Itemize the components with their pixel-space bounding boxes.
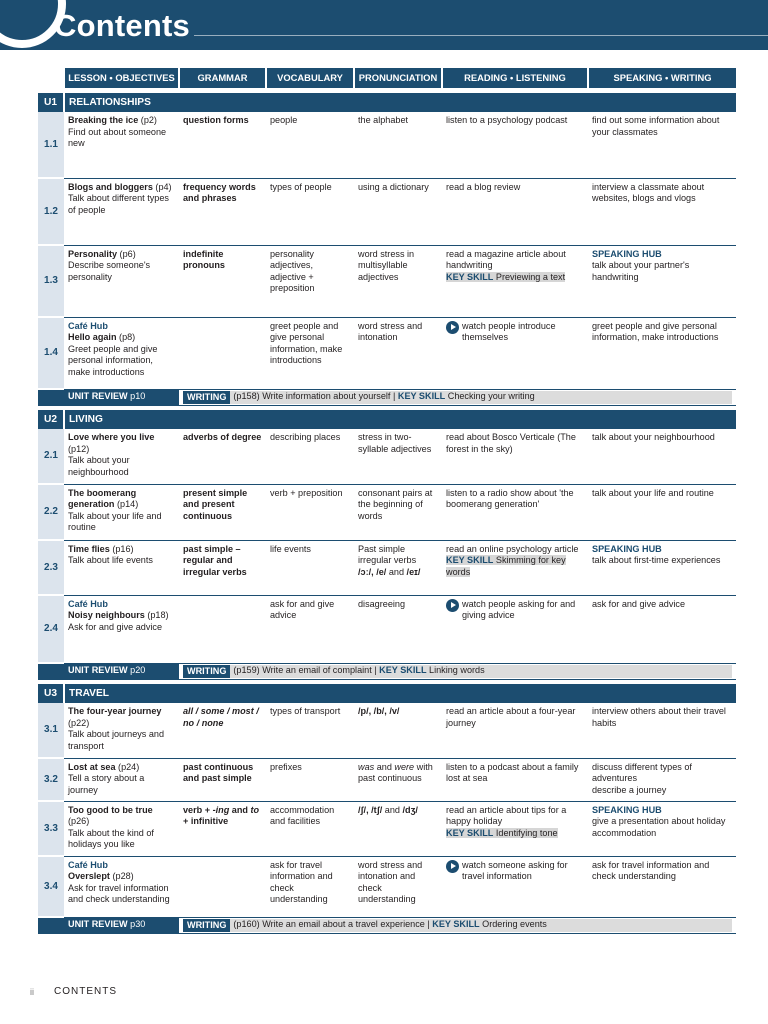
key-skill-label: KEY SKILL [379,665,427,676]
vocabulary-cell: types of transport [266,703,354,758]
lesson-objective: Talk about your neighbourhood [68,455,130,477]
writing-cell [179,663,736,679]
lesson-page: (p4) [152,181,172,192]
lesson-objective-cell [64,112,179,178]
footer-label: CONTENTS [54,986,117,997]
grammar-cell [179,856,266,917]
speaking-text-2: describe a journey [592,784,667,795]
lesson-objective: Talk about the kind of holidays you like [68,827,154,850]
page-number: ii [30,987,34,997]
lesson-objective-cell [64,540,179,595]
reading-cell [442,317,588,389]
lesson-objective: Describe someone's personality [68,260,151,282]
header-corner [38,68,64,88]
lesson-row [38,317,736,389]
phonetic-symbols: /ʃ/, /tʃ/ [358,804,383,815]
lesson-objective: Find out about someone new [68,126,167,149]
separator: | [374,665,377,676]
conjunction: and [386,566,407,577]
lesson-objective-cell [64,595,179,663]
reading-text: read an article about tips for a happy holiday [446,804,567,827]
lesson-number: 1.1 [38,112,64,178]
grammar-cell: adverbs of degree [179,429,266,484]
grammar-cell: past continuous and past simple [179,758,266,801]
reading-text: watch someone asking for travel information [462,859,568,882]
writing-text: (p160) Write an email about a travel experience [233,919,425,930]
lesson-page: (p18) [144,610,169,621]
lesson-objective-cell [64,758,179,801]
lesson-page: (p28) [109,871,134,882]
unit-code: U3 [38,684,64,703]
phonetic-symbols: /ɔː/, /e/ [358,566,387,577]
reading-text: read an online psychology article [446,543,579,554]
pron-word: was [358,761,375,772]
lesson-page: (p22) [68,717,90,728]
key-skill-label: KEY SKILL [397,391,446,402]
pronunciation-text: Past simple irregular verbs [358,543,417,566]
col-header-speaking: SPEAKING • WRITING [588,68,736,88]
speaking-text: talk about your partner's handwriting [592,260,690,282]
lesson-objective-cell [64,317,179,389]
unit-title: LIVING [64,410,736,429]
speaking-cell: find out some information about your classmates [588,112,736,178]
reading-cell: listen to a radio show about 'the boomerang generation' [442,484,588,540]
unit-review-label: UNIT REVIEW [68,919,128,930]
phonetic-symbol: /eɪ/ [406,566,421,577]
review-corner [38,389,64,405]
vocabulary-cell: ask for and give advice [266,595,354,663]
lesson-row [38,595,736,663]
lesson-objective-cell [64,703,179,758]
lesson-number: 2.1 [38,429,64,484]
pronunciation-cell: stress in two-syllable adjectives [354,429,442,484]
reading-text: watch people asking for and giving advice [462,598,576,621]
grammar-cell: past simple – regular and irregular verbs [179,540,266,595]
lesson-objective: Talk about different types of people [68,193,169,215]
pronunciation-cell: word stress and intonation and check understanding [354,856,442,917]
pronunciation-text: with past continuous [358,761,433,784]
key-skill-text: Skimming for key words [446,555,566,577]
lesson-title: Hello again [68,332,117,343]
page-header [0,0,768,50]
unit-review-label: UNIT REVIEW [68,665,128,676]
lesson-page: (p26) [68,816,90,827]
reading-cell [442,856,588,917]
pronunciation-cell: /p/, /b/, /v/ [354,703,442,758]
reading-cell: read about Bosco Verticale (The forest in the sky) [442,429,588,484]
header-rule [194,35,768,36]
review-corner [38,917,64,933]
reading-cell: read a blog review [442,178,588,245]
lesson-title: Lost at sea [68,761,116,772]
play-video-icon[interactable] [446,599,459,612]
vocabulary-cell: describing places [266,429,354,484]
lesson-objective-cell [64,178,179,245]
reading-cell: listen to a podcast about a family lost at sea [442,758,588,801]
speaking-cell [588,801,736,856]
pronunciation-cell: consonant pairs at the beginning of words [354,484,442,540]
grammar-cell: all / some / most / no / none [179,703,266,758]
unit-header [38,684,736,703]
grammar-cell [179,317,266,389]
speaking-text: talk about first-time experiences [592,555,721,566]
conjunction: and [382,804,403,815]
speaking-cell [588,245,736,317]
speaking-cell: talk about your neighbourhood [588,429,736,484]
lesson-title: The boomerang generation [68,487,137,510]
separator: | [427,919,430,930]
lesson-objective-cell [64,245,179,317]
unit-review-label: UNIT REVIEW [68,391,128,402]
lesson-number: 3.2 [38,758,64,801]
key-skill-label: KEY SKILL [446,271,494,282]
lesson-title: Noisy neighbours [68,610,145,621]
unit-review-cell [64,663,179,679]
grammar-part-italic: to [250,804,260,815]
review-corner [38,663,64,679]
writing-cell [179,389,736,405]
lesson-row [38,429,736,484]
lesson-number: 1.2 [38,178,64,245]
key-skill-text: Previewing a text [495,271,566,282]
reading-text: read a magazine article about handwriting [446,248,566,271]
key-skill-text: Checking your writing [447,391,535,402]
lesson-number: 1.4 [38,317,64,389]
cafe-hub-label: Café Hub [68,859,108,870]
grammar-cell: question forms [179,112,266,178]
speaking-cell: greet people and give personal information, make introductions [588,317,736,389]
grammar-cell: frequency words and phrases [179,178,266,245]
speaking-hub-label: SPEAKING HUB [592,248,662,259]
vocabulary-cell: verb + preposition [266,484,354,540]
page-title: Contents [54,8,190,43]
pronunciation-cell: word stress and intonation [354,317,442,389]
writing-label: WRITING [183,665,230,678]
lesson-number: 3.1 [38,703,64,758]
cafe-hub-label: Café Hub [68,598,108,609]
pronunciation-cell: disagreeing [354,595,442,663]
separator: | [392,391,396,402]
unit-header [38,410,736,429]
lesson-objective: Talk about your life and routine [68,510,162,533]
lesson-page: (p6) [117,248,136,259]
reading-cell: listen to a psychology podcast [442,112,588,178]
key-skill-highlight [446,828,558,838]
lesson-number: 2.4 [38,595,64,663]
col-header-pronunciation: PRONUNCIATION [354,68,442,88]
cafe-hub-label: Café Hub [68,320,108,331]
writing-text: (p159) Write an email of complaint [233,665,372,676]
lesson-objective-cell [64,801,179,856]
vocabulary-cell: personality adjectives, adjective + preposition [266,245,354,317]
pronunciation-cell [354,540,442,595]
lesson-title: Personality [68,248,118,259]
grammar-part: verb + [183,804,213,815]
pronunciation-cell: using a dictionary [354,178,442,245]
vocabulary-cell: greet people and give personal information, make introductions [266,317,354,389]
key-skill-label: KEY SKILL [446,827,494,838]
lesson-title: Breaking the ice [68,115,139,125]
unit-header [38,93,736,112]
vocabulary-cell: accommodation and facilities [266,801,354,856]
unit-review-row [38,389,736,405]
grammar-part-italic: -ing [212,804,230,815]
lesson-objective-cell [64,484,179,540]
unit-code: U2 [38,410,64,429]
lesson-row [38,801,736,856]
lesson-row [38,245,736,317]
key-skill-text: Ordering events [482,919,547,930]
vocabulary-cell: life events [266,540,354,595]
lesson-page: (p16) [109,543,134,554]
lesson-objective: Ask for travel information and check understanding [68,882,170,905]
speaking-cell: talk about your life and routine [588,484,736,540]
grammar-part: + infinitive [183,816,229,827]
play-video-icon[interactable] [446,860,459,873]
speaking-text: discuss different types of adventures [592,761,692,784]
lesson-number: 1.3 [38,245,64,317]
lesson-title: Too good to be true [68,804,153,815]
col-header-grammar: GRAMMAR [179,68,266,88]
vocabulary-cell: people [266,112,354,178]
lesson-page: (p24) [115,761,140,772]
lesson-title: Overslept [68,871,110,882]
key-skill-text: Linking words [429,665,485,676]
speaking-cell: interview others about their travel habits [588,703,736,758]
lesson-row [38,758,736,801]
reading-cell [442,801,588,856]
conjunction: and [374,761,395,772]
key-skill-highlight [446,555,566,577]
unit-review-page: p10 [130,391,146,402]
speaking-cell [588,758,736,801]
key-skill-label: KEY SKILL [432,919,480,930]
play-video-icon[interactable] [446,321,459,334]
key-skill-text: Identifying tone [495,827,558,838]
lesson-title: The four-year journey [68,706,162,716]
lesson-number: 3.4 [38,856,64,917]
speaking-cell [588,540,736,595]
lesson-row [38,703,736,758]
reading-cell: read an article about a four-year journey [442,703,588,758]
lesson-page: (p2) [138,115,157,125]
unit-title: RELATIONSHIPS [64,93,736,112]
reading-cell [442,595,588,663]
speaking-cell: interview a classmate about websites, blogs and vlogs [588,178,736,245]
lesson-number: 2.3 [38,540,64,595]
grammar-cell [179,595,266,663]
column-header-row [38,68,736,88]
lesson-objective: Talk about life events [68,555,153,566]
vocabulary-cell: types of people [266,178,354,245]
lesson-row [38,112,736,178]
key-skill-highlight [446,272,565,282]
unit-code: U1 [38,93,64,112]
grammar-cell: present simple and present continuous [179,484,266,540]
col-header-vocabulary: VOCABULARY [266,68,354,88]
pronunciation-cell: the alphabet [354,112,442,178]
lesson-number: 2.2 [38,484,64,540]
vocabulary-cell: prefixes [266,758,354,801]
lesson-number: 3.3 [38,801,64,856]
lesson-title: Time flies [68,543,110,554]
pron-word: were [394,761,415,772]
unit-review-page: p20 [130,665,146,676]
speaking-hub-label: SPEAKING HUB [592,804,662,815]
lesson-page: (p12) [68,443,90,454]
lesson-objective-cell [64,429,179,484]
lesson-page: (p14) [114,499,139,510]
lesson-page: (p8) [116,332,136,343]
speaking-cell: ask for travel information and check understanding [588,856,736,917]
grammar-part: and [229,804,251,815]
lesson-row [38,178,736,245]
unit-review-row [38,663,736,679]
pronunciation-cell: word stress in multisyllable adjectives [354,245,442,317]
lesson-title: Love where you live [68,432,155,442]
unit-title: TRAVEL [64,684,736,703]
phonetic-symbol: /dʒ/ [402,804,418,815]
reading-text: watch people introduce themselves [462,320,556,343]
lesson-row [38,540,736,595]
lesson-objective: Ask for and give advice [68,621,163,632]
lesson-row [38,856,736,917]
speaking-hub-label: SPEAKING HUB [592,543,662,554]
grammar-cell: indefinite pronouns [179,245,266,317]
speaking-text: give a presentation about holiday accommodation [592,816,726,838]
lesson-row [38,484,736,540]
pronunciation-cell [354,801,442,856]
lesson-objective: Talk about journeys and transport [68,729,165,751]
writing-label: WRITING [183,919,230,932]
unit-review-cell [64,917,179,933]
lesson-objective-cell [64,856,179,917]
unit-review-cell [64,389,179,405]
writing-label: WRITING [183,391,230,404]
unit-review-row [38,917,736,933]
lesson-title: Blogs and bloggers [68,181,153,192]
writing-text: (p158) Write information about yourself [233,391,391,402]
lesson-objective: Greet people and give personal information, make introductions [68,343,158,377]
unit-review-page: p30 [130,919,146,930]
contents-table [38,68,736,934]
pronunciation-cell [354,758,442,801]
vocabulary-cell: ask for travel information and check understanding [266,856,354,917]
speaking-cell: ask for and give advice [588,595,736,663]
writing-cell [179,917,736,933]
reading-cell [442,245,588,317]
grammar-cell [179,801,266,856]
lesson-objective: Tell a story about a journey [68,773,145,795]
reading-cell [442,540,588,595]
col-header-reading: READING • LISTENING [442,68,588,88]
key-skill-label: KEY SKILL [446,555,494,566]
col-header-lesson: LESSON • OBJECTIVES [64,68,179,88]
